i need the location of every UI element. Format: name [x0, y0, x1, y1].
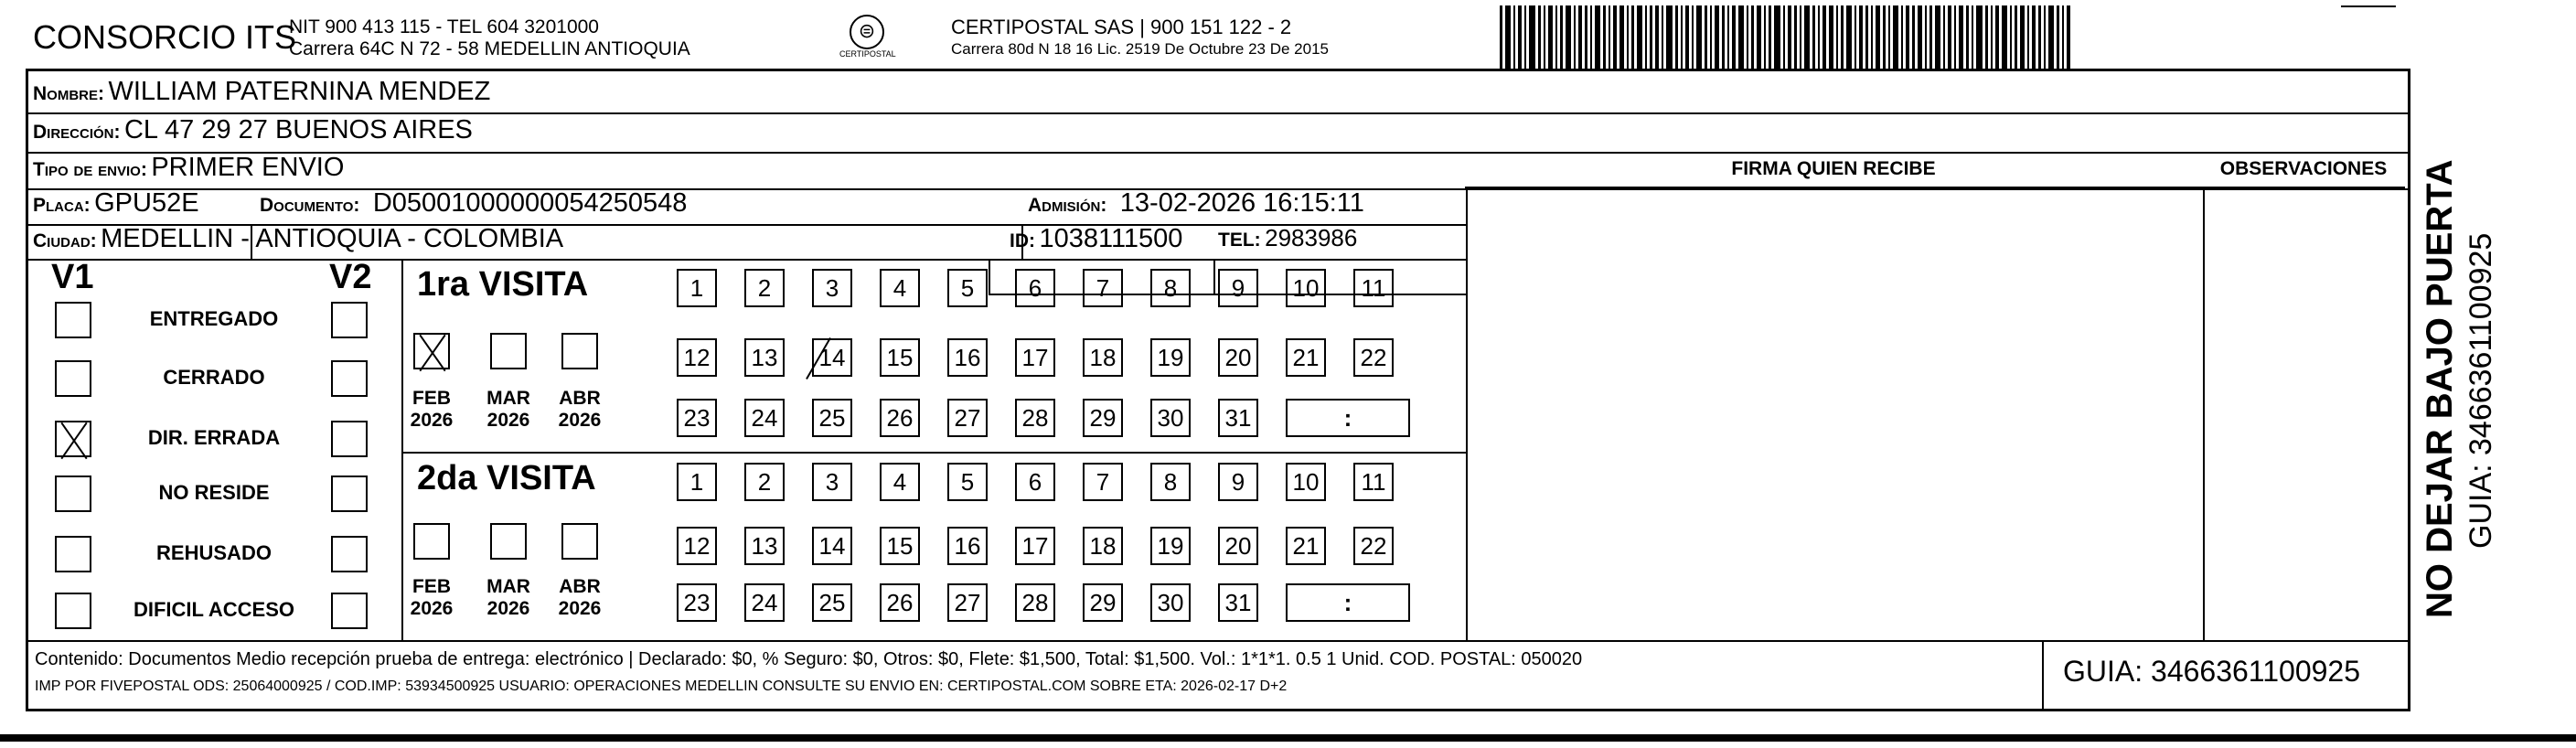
barcode-bar: [1859, 5, 1863, 69]
status-label-2: DIR. ERRADA: [147, 426, 281, 449]
day-0-16[interactable]: 16: [947, 338, 988, 377]
barcode-bar: [1865, 5, 1868, 69]
direccion-label: Dirección:: [33, 122, 121, 143]
barcode-bar: [1574, 5, 1576, 69]
day-0-3[interactable]: 3: [812, 269, 852, 307]
barcode-bar: [1722, 5, 1725, 69]
barcode-bar: [1757, 5, 1761, 69]
first-visit-title: 1ra VISITA: [417, 265, 589, 304]
barcode-bar: [1883, 5, 1886, 69]
barcode-bar: [1505, 5, 1511, 69]
day-1-9[interactable]: 9: [1218, 463, 1258, 501]
company-name: CONSORCIO ITS: [33, 18, 297, 56]
day-0-25[interactable]: 25: [812, 399, 852, 437]
tel-value: 2983986: [1265, 224, 1358, 251]
day-0-8[interactable]: 8: [1150, 269, 1191, 307]
barcode-bar: [1696, 5, 1702, 69]
month-name: FEB: [412, 576, 451, 597]
day-0-27[interactable]: 27: [947, 399, 988, 437]
row-id: [1010, 224, 1182, 254]
certipostal-logo: [839, 15, 894, 64]
barcode-bar: [1966, 5, 1969, 69]
barcode-bar: [1751, 5, 1754, 69]
barcode-bar: [1783, 5, 1785, 69]
day-0-31[interactable]: 31: [1218, 399, 1258, 437]
barcode-bar: [1991, 5, 1993, 69]
status-label-4: REHUSADO: [156, 541, 272, 564]
barcode-bar: [1538, 5, 1541, 69]
day-0-23[interactable]: 23: [677, 399, 717, 437]
day-0-18[interactable]: 18: [1083, 338, 1123, 377]
barcode-bar: [1518, 5, 1522, 69]
day-0-14[interactable]: 14: [812, 338, 852, 377]
carrier-info: [951, 16, 1329, 60]
barcode-bar: [1995, 5, 1999, 69]
barcode-bar: [1555, 5, 1557, 69]
month-year: 2026: [410, 598, 454, 619]
day-1-10[interactable]: 10: [1286, 463, 1326, 501]
row-direccion: [33, 115, 473, 145]
month-label-0-1[interactable]: [483, 388, 534, 432]
barcode-bar: [1590, 5, 1592, 69]
barcode-bar: [1692, 5, 1694, 69]
day-1-8[interactable]: 8: [1150, 463, 1191, 501]
nombre-value: WILLIAM PATERNINA MENDEZ: [108, 77, 491, 106]
barcode-bar: [1888, 5, 1890, 69]
status-label-1: CERRADO: [163, 366, 265, 389]
month-year: 2026: [558, 410, 602, 431]
second-visit-title: 2da VISITA: [417, 459, 596, 497]
day-1-15[interactable]: 15: [880, 527, 920, 565]
day-1-12[interactable]: 12: [677, 527, 717, 565]
day-0-5[interactable]: 5: [947, 269, 988, 307]
month-label-1-2[interactable]: [554, 576, 605, 620]
barcode-bar: [1500, 5, 1502, 69]
side-guia: GUIA: 3466361100925: [2464, 232, 2498, 549]
id-value: 1038111500: [1039, 224, 1183, 253]
day-1-13[interactable]: 13: [744, 527, 785, 565]
barcode-bar: [1662, 5, 1663, 69]
barcode-bar: [1705, 5, 1707, 69]
company-address-line: Carrera 64C N 72 - 58 MEDELLIN ANTIOQUIA: [289, 38, 690, 59]
month-label-0-0[interactable]: [406, 388, 457, 432]
day-1-31[interactable]: 31: [1218, 583, 1258, 622]
day-0-7[interactable]: 7: [1083, 269, 1123, 307]
v1-header: V1: [51, 258, 94, 296]
day-0-24[interactable]: 24: [744, 399, 785, 437]
admision-value: 13-02-2026 16:15:11: [1119, 188, 1364, 218]
barcode-bar: [1841, 5, 1844, 69]
day-1-20[interactable]: 20: [1218, 527, 1258, 565]
barcode-bar: [1918, 5, 1922, 69]
month-checkbox-1-1[interactable]: [490, 523, 527, 560]
header-underline: [1465, 187, 2405, 188]
month-checkbox-0-2[interactable]: [561, 333, 598, 369]
barcode-bar: [2048, 5, 2054, 69]
placa-label: Placa:: [33, 195, 91, 216]
tel-label: TEL:: [1218, 230, 1261, 251]
barcode-bar: [1836, 5, 1838, 69]
barcode-bar: [1627, 5, 1629, 69]
day-0-26[interactable]: 26: [880, 399, 920, 437]
barcode-bar: [1985, 5, 1988, 69]
time-box-1[interactable]: :: [1286, 583, 1410, 622]
day-0-13[interactable]: 13: [744, 338, 785, 377]
month-name: MAR: [486, 576, 530, 597]
barcode-bar: [1906, 5, 1909, 69]
month-label-1-0[interactable]: [406, 576, 457, 620]
id-label: ID:: [1010, 230, 1035, 251]
month-label-1-1[interactable]: [483, 576, 534, 620]
day-0-21[interactable]: 21: [1286, 338, 1326, 377]
day-0-15[interactable]: 15: [880, 338, 920, 377]
day-0-2[interactable]: 2: [744, 269, 785, 307]
month-label-0-2[interactable]: [554, 388, 605, 432]
barcode-bar: [1513, 5, 1515, 69]
day-1-4[interactable]: 4: [880, 463, 920, 501]
day-1-5[interactable]: 5: [947, 463, 988, 501]
barcode-bar: [1637, 5, 1642, 69]
firma-header: FIRMA QUIEN RECIBE: [1731, 158, 1936, 179]
barcode-bar: [1976, 5, 1983, 69]
barcode-bar: [2062, 5, 2064, 69]
barcode-bar: [2020, 5, 2025, 69]
day-0-28[interactable]: 28: [1015, 399, 1055, 437]
day-1-3[interactable]: 3: [812, 463, 852, 501]
barcode-bar: [1631, 5, 1634, 69]
side-warning: NO DEJAR BAJO PUERTA: [2420, 159, 2460, 618]
day-0-19[interactable]: 19: [1150, 338, 1191, 377]
day-1-30[interactable]: 30: [1150, 583, 1191, 622]
status-label-5: DIFICIL ACCESO: [133, 598, 294, 621]
tipo-value: PRIMER ENVIO: [151, 153, 345, 182]
barcode-bar: [1794, 5, 1797, 69]
month-name: MAR: [486, 388, 530, 409]
v2-checkbox-5[interactable]: [331, 593, 368, 629]
v2-checkbox-2[interactable]: [331, 421, 368, 457]
footer-contents: Contenido: Documentos Medio recepción prueba de entrega: electrónico | Declarado: $0, % Seguro: $0, Otros: $0, Flete: $1,500, Total: $1,500. Vol.: 1*1*1. 0.5 1 Unid. COD. POSTAL: 050020: [35, 649, 1583, 669]
day-1-27[interactable]: 27: [947, 583, 988, 622]
row-tel: [1218, 224, 1357, 252]
barcode-bar: [1685, 5, 1689, 69]
observaciones-header: OBSERVACIONES: [2219, 158, 2388, 179]
row-ciudad: [33, 224, 563, 254]
day-0-6[interactable]: 6: [1015, 269, 1055, 307]
barcode-bar: [1812, 5, 1815, 69]
day-1-23[interactable]: 23: [677, 583, 717, 622]
ciudad-value: MEDELLIN - ANTIOQUIA - COLOMBIA: [101, 224, 564, 253]
month-name: FEB: [412, 388, 451, 409]
day-1-7[interactable]: 7: [1083, 463, 1123, 501]
v2-checkbox-0[interactable]: [331, 302, 368, 338]
month-name: ABR: [559, 388, 601, 409]
barcode-bar: [1948, 5, 1951, 69]
day-1-28[interactable]: 28: [1015, 583, 1055, 622]
barcode-bar: [1645, 5, 1647, 69]
v2-checkbox-4[interactable]: [331, 536, 368, 572]
v1-checkbox-5[interactable]: [55, 593, 91, 629]
day-1-1[interactable]: 1: [677, 463, 717, 501]
v1-checkbox-4[interactable]: [55, 536, 91, 572]
barcode-bar: [1603, 5, 1606, 69]
logo-emblem-icon: ⊜: [850, 15, 884, 49]
row-placa: [33, 188, 199, 219]
barcode-bar: [1666, 5, 1673, 69]
barcode-bar: [1650, 5, 1652, 69]
barcode-bar: [1925, 5, 1927, 69]
company-info: [289, 16, 690, 60]
barcode-bar: [1560, 5, 1563, 69]
barcode-bar: [1855, 5, 1856, 69]
barcode-bar: [1655, 5, 1659, 69]
barcode-bar: [1529, 5, 1535, 69]
carrier-address-line: Carrera 80d N 18 16 Lic. 2519 De Octubre 23 De 2015: [951, 40, 1329, 58]
barcode-bar: [1578, 5, 1582, 69]
day-0-17[interactable]: 17: [1015, 338, 1055, 377]
time-box-0[interactable]: :: [1286, 399, 1410, 437]
barcode-bar: [1912, 5, 1915, 69]
day-0-11[interactable]: 11: [1353, 269, 1394, 307]
barcode-bar: [1544, 5, 1545, 69]
barcode-bar: [2057, 5, 2059, 69]
barcode-bar: [1524, 5, 1526, 69]
barcode-bar: [1609, 5, 1610, 69]
documento-value: D05001000000054250548: [372, 188, 688, 218]
barcode-bar: [1566, 5, 1571, 69]
barcode-bar: [1764, 5, 1766, 69]
barcode-bar: [1681, 5, 1683, 69]
barcode-bar: [1769, 5, 1771, 69]
barcode-bar: [1959, 5, 1963, 69]
barcode-bar: [1846, 5, 1852, 69]
month-year: 2026: [486, 410, 530, 431]
v2-checkbox-1[interactable]: [331, 360, 368, 397]
day-1-14[interactable]: 14: [812, 527, 852, 565]
day-1-2[interactable]: 2: [744, 463, 785, 501]
ciudad-label: Ciudad:: [33, 230, 97, 251]
barcode-bar: [1595, 5, 1600, 69]
footer-print-info: IMP POR FIVEPOSTAL ODS: 25064000925 / COD.IMP: 53934500925 USUARIO: OPERACIONES MEDELLIN CONSULTE SU ENVIO EN: CERTIPOSTAL.COM SOBRE ETA: 2026-02-17 D+2: [35, 679, 1288, 694]
barcode-bar: [2010, 5, 2012, 69]
barcode-bar: [1788, 5, 1791, 69]
month-name: ABR: [559, 576, 601, 597]
barcode-bar: [1727, 5, 1729, 69]
placa-value: GPU52E: [94, 188, 199, 218]
direccion-value: CL 47 29 27 BUENOS AIRES: [123, 115, 473, 144]
day-0-9[interactable]: 9: [1218, 269, 1258, 307]
day-1-25[interactable]: 25: [812, 583, 852, 622]
barcode-bar: [1901, 5, 1903, 69]
row-tipo: [33, 153, 344, 183]
row-documento: [260, 188, 687, 219]
day-0-4[interactable]: 4: [880, 269, 920, 307]
v2-header: V2: [329, 258, 372, 296]
barcode-bar: [1935, 5, 1940, 69]
v1-checkbox-2[interactable]: [55, 421, 91, 457]
day-1-16[interactable]: 16: [947, 527, 988, 565]
nombre-label: Nombre:: [33, 83, 104, 104]
barcode-bar: [2015, 5, 2017, 69]
barcode-bar: [1548, 5, 1553, 69]
month-checkbox-0-1[interactable]: [490, 333, 527, 369]
barcode-bar: [1829, 5, 1833, 69]
v1-checkbox-0[interactable]: [55, 302, 91, 338]
day-0-12[interactable]: 12: [677, 338, 717, 377]
month-checkbox-1-2[interactable]: [561, 523, 598, 560]
day-1-29[interactable]: 29: [1083, 583, 1123, 622]
month-year: 2026: [410, 410, 454, 431]
barcode-bar: [1585, 5, 1587, 69]
logo-text: CERTIPOSTAL: [839, 49, 896, 59]
barcode-bar: [1619, 5, 1624, 69]
day-0-22[interactable]: 22: [1353, 338, 1394, 377]
day-1-18[interactable]: 18: [1083, 527, 1123, 565]
barcode-bar: [2032, 5, 2036, 69]
day-1-22[interactable]: 22: [1353, 527, 1394, 565]
day-0-29[interactable]: 29: [1083, 399, 1123, 437]
admision-label: Admisión:: [1028, 195, 1107, 216]
v2-checkbox-3[interactable]: [331, 476, 368, 512]
day-0-1[interactable]: 1: [677, 269, 717, 307]
company-nit-line: NIT 900 413 115 - TEL 604 3201000: [289, 16, 599, 37]
barcode-bar: [1774, 5, 1780, 69]
footer-guia: GUIA: 3466361100925: [2063, 655, 2360, 688]
row-nombre: [33, 77, 490, 107]
barcode-bar: [1893, 5, 1898, 69]
barcode-bar: [2044, 5, 2046, 69]
barcode: [1500, 5, 2186, 69]
month-year: 2026: [486, 598, 530, 619]
month-checkbox-1-0[interactable]: [413, 523, 450, 560]
barcode-bar: [1943, 5, 1945, 69]
barcode-bar: [1804, 5, 1810, 69]
carrier-nit-line: CERTIPOSTAL SAS | 900 151 122 - 2: [951, 16, 1292, 38]
barcode-bar: [2038, 5, 2041, 69]
day-1-17[interactable]: 17: [1015, 527, 1055, 565]
day-1-11[interactable]: 11: [1353, 463, 1394, 501]
barcode-bar: [1954, 5, 1956, 69]
barcode-bar: [1818, 5, 1820, 69]
day-1-24[interactable]: 24: [744, 583, 785, 622]
barcode-bar: [1613, 5, 1617, 69]
day-1-19[interactable]: 19: [1150, 527, 1191, 565]
barcode-bar: [1715, 5, 1719, 69]
day-1-21[interactable]: 21: [1286, 527, 1326, 565]
day-0-30[interactable]: 30: [1150, 399, 1191, 437]
day-0-10[interactable]: 10: [1286, 269, 1326, 307]
barcode-bar: [1929, 5, 1932, 69]
barcode-bar: [1732, 5, 1736, 69]
barcode-bar: [1871, 5, 1873, 69]
v1-checkbox-1[interactable]: [55, 360, 91, 397]
status-label-0: ENTREGADO: [149, 307, 279, 330]
barcode-bar: [1876, 5, 1880, 69]
status-label-3: NO RESIDE: [158, 481, 270, 504]
barcode-bar: [1738, 5, 1744, 69]
barcode-bar: [2067, 5, 2070, 69]
barcode-bar: [2002, 5, 2007, 69]
barcode-bar: [1747, 5, 1748, 69]
barcode-bar: [1972, 5, 1973, 69]
barcode-bar: [1675, 5, 1678, 69]
month-checkbox-0-0[interactable]: [413, 333, 450, 369]
day-1-6[interactable]: 6: [1015, 463, 1055, 501]
barcode-bar: [1710, 5, 1712, 69]
day-0-20[interactable]: 20: [1218, 338, 1258, 377]
row-admision: [1028, 188, 1364, 219]
bottom-edge-bar: [0, 734, 2576, 742]
day-1-26[interactable]: 26: [880, 583, 920, 622]
barcode-bar: [2027, 5, 2029, 69]
v1-checkbox-3[interactable]: [55, 476, 91, 512]
documento-label: Documento:: [260, 195, 360, 216]
tipo-label: Tipo de envio:: [33, 159, 147, 180]
barcode-bar: [1800, 5, 1801, 69]
month-year: 2026: [558, 598, 602, 619]
corner-mark: [2341, 5, 2396, 7]
barcode-bar: [1822, 5, 1826, 69]
